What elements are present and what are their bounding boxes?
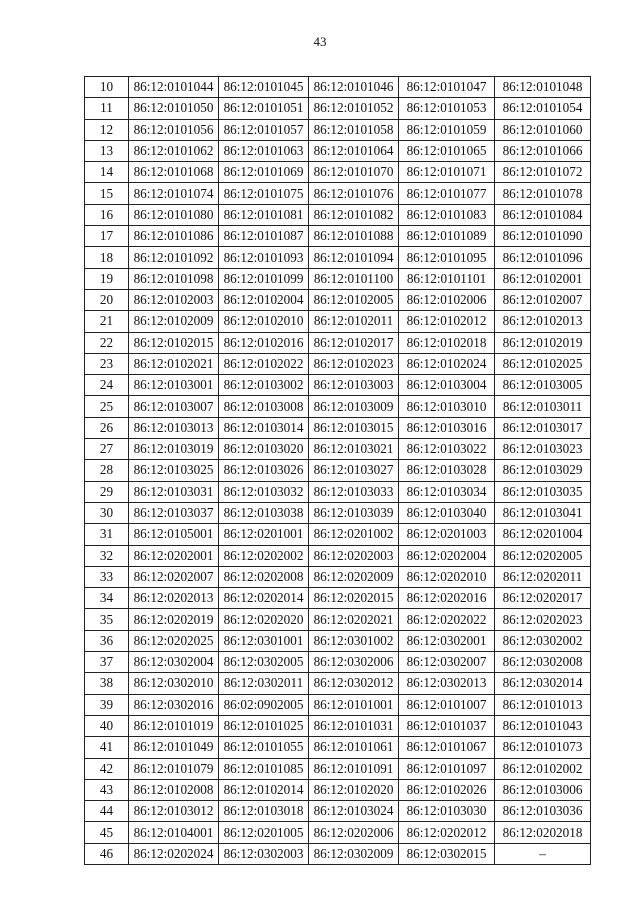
table-row	[85, 758, 591, 779]
table-row	[85, 609, 591, 630]
cadastral-number-cell: 86:12:0102007	[495, 289, 591, 310]
row-number-cell: 43	[85, 779, 129, 800]
cadastral-number-cell: 86:12:0202016	[399, 588, 495, 609]
table-row	[85, 460, 591, 481]
row-number-cell: 29	[85, 481, 129, 502]
table-row	[85, 439, 591, 460]
cadastral-number-cell: 86:12:0101070	[309, 162, 399, 183]
cadastral-number-cell: 86:12:0103027	[309, 460, 399, 481]
cadastral-number-cell: 86:12:0102004	[219, 289, 309, 310]
cadastral-number-cell: 86:12:0101077	[399, 183, 495, 204]
table-row	[85, 98, 591, 119]
table-row	[85, 140, 591, 161]
row-number-cell: 21	[85, 311, 129, 332]
cadastral-number-cell: 86:12:0102023	[309, 353, 399, 374]
cadastral-number-cell: 86:12:0202017	[495, 588, 591, 609]
cadastral-number-cell: 86:12:0101057	[219, 119, 309, 140]
cadastral-number-cell: 86:12:0103032	[219, 481, 309, 502]
cadastral-number-cell: 86:12:0101092	[129, 247, 219, 268]
row-number-cell: 13	[85, 140, 129, 161]
table-row	[85, 715, 591, 736]
cadastral-number-cell: 86:12:0103036	[495, 801, 591, 822]
row-number-cell: 27	[85, 439, 129, 460]
cadastral-number-cell: 86:12:0102020	[309, 779, 399, 800]
table-row	[85, 545, 591, 566]
cadastral-number-cell: 86:12:0202011	[495, 566, 591, 587]
cadastral-number-cell: 86:12:0103040	[399, 502, 495, 523]
table-row	[85, 289, 591, 310]
cadastral-number-cell: 86:12:0102010	[219, 311, 309, 332]
table-row	[85, 353, 591, 374]
cadastral-number-cell: 86:12:0101031	[309, 715, 399, 736]
cadastral-number-cell: 86:12:0101071	[399, 162, 495, 183]
cadastral-number-cell: 86:12:0202022	[399, 609, 495, 630]
cadastral-number-cell: 86:12:0101083	[399, 204, 495, 225]
cadastral-number-cell: 86:12:0103024	[309, 801, 399, 822]
table-row	[85, 162, 591, 183]
cadastral-number-cell: 86:12:0202010	[399, 566, 495, 587]
cadastral-number-cell: 86:12:0302002	[495, 630, 591, 651]
cadastral-number-cell: 86:12:0101043	[495, 715, 591, 736]
cadastral-number-cell: 86:12:0103034	[399, 481, 495, 502]
row-number-cell: 32	[85, 545, 129, 566]
cadastral-number-cell: 86:12:0103009	[309, 396, 399, 417]
row-number-cell: 12	[85, 119, 129, 140]
row-number-cell: 26	[85, 417, 129, 438]
row-number-cell: 35	[85, 609, 129, 630]
table-row	[85, 417, 591, 438]
cadastral-number-cell: 86:12:0101093	[219, 247, 309, 268]
cadastral-number-cell: 86:12:0103041	[495, 502, 591, 523]
cadastral-number-cell: 86:12:0103014	[219, 417, 309, 438]
cadastral-number-cell: 86:12:0302003	[219, 843, 309, 864]
cadastral-number-cell: 86:12:0202021	[309, 609, 399, 630]
table-row	[85, 588, 591, 609]
cadastral-number-cell: 86:12:0103015	[309, 417, 399, 438]
row-number-cell: 17	[85, 226, 129, 247]
cadastral-number-cell: 86:12:0202008	[219, 566, 309, 587]
cadastral-number-cell: 86:12:0201003	[399, 524, 495, 545]
cadastral-number-cell: 86:12:0101099	[219, 268, 309, 289]
cadastral-number-cell: 86:12:0302004	[129, 652, 219, 673]
cadastral-number-cell: 86:12:0101073	[495, 737, 591, 758]
cadastral-number-cell: 86:12:0103016	[399, 417, 495, 438]
table-row	[85, 481, 591, 502]
cadastral-number-cell: 86:12:0101075	[219, 183, 309, 204]
cadastral-number-cell: 86:12:0101072	[495, 162, 591, 183]
row-number-cell: 42	[85, 758, 129, 779]
table-row	[85, 652, 591, 673]
row-number-cell: 25	[85, 396, 129, 417]
cadastral-number-cell: 86:12:0101087	[219, 226, 309, 247]
cadastral-number-cell: 86:12:0101060	[495, 119, 591, 140]
cadastral-number-cell: 86:12:0101019	[129, 715, 219, 736]
cadastral-number-cell: 86:12:0102013	[495, 311, 591, 332]
cadastral-number-cell: 86:12:0101088	[309, 226, 399, 247]
cadastral-number-cell: 86:12:0301001	[219, 630, 309, 651]
cadastral-number-cell: 86:12:0101068	[129, 162, 219, 183]
cadastral-number-cell: 86:12:0103026	[219, 460, 309, 481]
cadastral-number-cell: 86:12:0103035	[495, 481, 591, 502]
cadastral-number-cell: 86:12:0102008	[129, 779, 219, 800]
cadastral-number-cell: 86:12:0103021	[309, 439, 399, 460]
cadastral-number-cell: 86:12:0101048	[495, 77, 591, 98]
cadastral-number-cell: 86:12:0202019	[129, 609, 219, 630]
cadastral-number-cell: 86:12:0302009	[309, 843, 399, 864]
cadastral-number-cell: 86:12:0102026	[399, 779, 495, 800]
cadastral-number-cell: 86:12:0202024	[129, 843, 219, 864]
cadastral-number-cell: 86:12:0103018	[219, 801, 309, 822]
cadastral-number-cell: 86:12:0103004	[399, 375, 495, 396]
row-number-cell: 38	[85, 673, 129, 694]
cadastral-number-cell: 86:12:0101037	[399, 715, 495, 736]
cadastral-number-cell: 86:12:0101049	[129, 737, 219, 758]
cadastral-number-cell: 86:12:0101097	[399, 758, 495, 779]
cadastral-number-cell: 86:12:0103022	[399, 439, 495, 460]
cadastral-number-cell: 86:12:0102009	[129, 311, 219, 332]
cadastral-number-cell: 86:12:0103017	[495, 417, 591, 438]
cadastral-number-cell: 86:12:0202007	[129, 566, 219, 587]
cadastral-number-cell: 86:12:0102025	[495, 353, 591, 374]
cadastral-number-cell: 86:12:0102014	[219, 779, 309, 800]
cadastral-number-cell: 86:12:0103030	[399, 801, 495, 822]
cadastral-number-cell: 86:12:0101086	[129, 226, 219, 247]
cadastral-number-cell: 86:12:0101065	[399, 140, 495, 161]
cadastral-number-cell: 86:12:0103020	[219, 439, 309, 460]
cadastral-number-cell: 86:12:0101081	[219, 204, 309, 225]
row-number-cell: 16	[85, 204, 129, 225]
cadastral-number-cell: 86:12:0102006	[399, 289, 495, 310]
table-row	[85, 332, 591, 353]
cadastral-number-cell: 86:12:0202002	[219, 545, 309, 566]
cadastral-number-cell: 86:12:0202004	[399, 545, 495, 566]
table-row	[85, 311, 591, 332]
cadastral-number-cell: 86:12:0301002	[309, 630, 399, 651]
cadastral-number-cell: 86:12:0103039	[309, 502, 399, 523]
cadastral-number-cell: 86:12:0101061	[309, 737, 399, 758]
row-number-cell: 37	[85, 652, 129, 673]
cadastral-number-cell: 86:12:0102022	[219, 353, 309, 374]
cadastral-number-cell: 86:12:0103002	[219, 375, 309, 396]
cadastral-number-cell: 86:12:0101089	[399, 226, 495, 247]
cadastral-number-cell: 86:12:0101101	[399, 268, 495, 289]
table-row	[85, 119, 591, 140]
cadastral-number-cell: 86:12:0102017	[309, 332, 399, 353]
table-row	[85, 822, 591, 843]
cadastral-number-cell: 86:12:0101062	[129, 140, 219, 161]
cadastral-number-cell: 86:12:0202006	[309, 822, 399, 843]
cadastral-number-cell: 86:12:0201005	[219, 822, 309, 843]
cadastral-number-cell: 86:12:0102003	[129, 289, 219, 310]
table-row	[85, 779, 591, 800]
cadastral-number-cell: 86:12:0202005	[495, 545, 591, 566]
cadastral-number-cell: 86:12:0102024	[399, 353, 495, 374]
cadastral-number-cell: 86:12:0103007	[129, 396, 219, 417]
cadastral-number-cell: 86:12:0103023	[495, 439, 591, 460]
table-row	[85, 204, 591, 225]
row-number-cell: 24	[85, 375, 129, 396]
cadastral-number-cell: 86:12:0102002	[495, 758, 591, 779]
cadastral-number-cell: 86:12:0103006	[495, 779, 591, 800]
cadastral-number-cell: 86:12:0101058	[309, 119, 399, 140]
cadastral-table-wrapper	[84, 76, 590, 865]
cadastral-number-cell: 86:12:0104001	[129, 822, 219, 843]
row-number-cell: 39	[85, 694, 129, 715]
row-number-cell: 18	[85, 247, 129, 268]
table-body	[85, 77, 591, 865]
cadastral-number-cell: 86:12:0101074	[129, 183, 219, 204]
row-number-cell: 22	[85, 332, 129, 353]
cadastral-number-cell: 86:12:0101069	[219, 162, 309, 183]
cadastral-number-cell: 86:12:0103019	[129, 439, 219, 460]
cadastral-number-cell: 86:12:0103011	[495, 396, 591, 417]
table-row	[85, 247, 591, 268]
cadastral-number-cell: 86:12:0103025	[129, 460, 219, 481]
row-number-cell: 45	[85, 822, 129, 843]
cadastral-number-cell: 86:12:0202020	[219, 609, 309, 630]
table-row	[85, 630, 591, 651]
cadastral-number-cell: 86:12:0101082	[309, 204, 399, 225]
cadastral-table	[84, 76, 591, 865]
cadastral-number-cell: 86:12:0101085	[219, 758, 309, 779]
row-number-cell: 15	[85, 183, 129, 204]
table-row	[85, 502, 591, 523]
cadastral-number-cell: 86:12:0202014	[219, 588, 309, 609]
cadastral-number-cell: 86:12:0103003	[309, 375, 399, 396]
cadastral-number-cell: 86:12:0101096	[495, 247, 591, 268]
cadastral-number-cell: 86:12:0101007	[399, 694, 495, 715]
table-row	[85, 694, 591, 715]
cadastral-number-cell: 86:12:0201001	[219, 524, 309, 545]
cadastral-number-cell: 86:12:0101064	[309, 140, 399, 161]
cadastral-number-cell: 86:12:0103033	[309, 481, 399, 502]
table-row	[85, 801, 591, 822]
row-number-cell: 14	[85, 162, 129, 183]
cadastral-number-cell: 86:12:0101098	[129, 268, 219, 289]
row-number-cell: 23	[85, 353, 129, 374]
cadastral-number-cell: 86:12:0103029	[495, 460, 591, 481]
row-number-cell: 20	[85, 289, 129, 310]
cadastral-number-cell: 86:12:0202013	[129, 588, 219, 609]
cadastral-number-cell: 86:12:0302013	[399, 673, 495, 694]
cadastral-number-cell: 86:12:0103013	[129, 417, 219, 438]
cadastral-number-cell: 86:12:0101001	[309, 694, 399, 715]
cadastral-number-cell: 86:12:0101046	[309, 77, 399, 98]
cadastral-number-cell: 86:12:0101090	[495, 226, 591, 247]
cadastral-number-cell: 86:12:0101013	[495, 694, 591, 715]
cadastral-number-cell: 86:12:0102005	[309, 289, 399, 310]
cadastral-number-cell: 86:12:0103012	[129, 801, 219, 822]
cadastral-number-cell: 86:12:0202025	[129, 630, 219, 651]
cadastral-number-cell: 86:12:0102015	[129, 332, 219, 353]
cadastral-number-cell: 86:12:0101063	[219, 140, 309, 161]
table-row	[85, 524, 591, 545]
table-row	[85, 396, 591, 417]
table-row	[85, 673, 591, 694]
cadastral-number-cell: 86:12:0101095	[399, 247, 495, 268]
cadastral-number-cell: 86:12:0101050	[129, 98, 219, 119]
cadastral-number-cell: 86:12:0302015	[399, 843, 495, 864]
cadastral-number-cell: 86:12:0202012	[399, 822, 495, 843]
cadastral-number-cell: 86:12:0302012	[309, 673, 399, 694]
cadastral-number-cell: 86:12:0101055	[219, 737, 309, 758]
row-number-cell: 44	[85, 801, 129, 822]
cadastral-number-cell: 86:12:0101059	[399, 119, 495, 140]
cadastral-number-cell: 86:12:0202001	[129, 545, 219, 566]
cadastral-number-cell: 86:12:0202003	[309, 545, 399, 566]
cadastral-number-cell: 86:12:0101091	[309, 758, 399, 779]
cadastral-number-cell: 86:12:0101053	[399, 98, 495, 119]
cadastral-number-cell: 86:12:0302011	[219, 673, 309, 694]
cadastral-number-cell: 86:12:0202009	[309, 566, 399, 587]
row-number-cell: 10	[85, 77, 129, 98]
cadastral-number-cell: 86:12:0202023	[495, 609, 591, 630]
cadastral-number-cell: 86:12:0101044	[129, 77, 219, 98]
row-number-cell: 33	[85, 566, 129, 587]
cadastral-number-cell: 86:12:0101066	[495, 140, 591, 161]
table-row	[85, 843, 591, 864]
cadastral-number-cell: 86:12:0103010	[399, 396, 495, 417]
cadastral-number-cell: 86:12:0302008	[495, 652, 591, 673]
row-number-cell: 46	[85, 843, 129, 864]
cadastral-number-cell: 86:12:0101078	[495, 183, 591, 204]
cadastral-number-cell: 86:12:0102021	[129, 353, 219, 374]
cadastral-number-cell: 86:12:0101054	[495, 98, 591, 119]
cadastral-number-cell: 86:12:0202015	[309, 588, 399, 609]
cadastral-number-cell: 86:12:0102001	[495, 268, 591, 289]
cadastral-number-cell: 86:12:0302014	[495, 673, 591, 694]
cadastral-number-cell: 86:12:0102016	[219, 332, 309, 353]
cadastral-number-cell: 86:12:0103001	[129, 375, 219, 396]
cadastral-number-cell: 86:12:0101100	[309, 268, 399, 289]
row-number-cell: 19	[85, 268, 129, 289]
table-row	[85, 566, 591, 587]
cadastral-number-cell: 86:12:0302010	[129, 673, 219, 694]
cadastral-number-cell: 86:12:0101051	[219, 98, 309, 119]
cadastral-number-cell: 86:12:0102019	[495, 332, 591, 353]
table-row	[85, 183, 591, 204]
cadastral-number-cell: 86:12:0202018	[495, 822, 591, 843]
table-row	[85, 375, 591, 396]
cadastral-number-cell: 86:02:0902005	[219, 694, 309, 715]
cadastral-number-cell: 86:12:0101047	[399, 77, 495, 98]
cadastral-number-cell: 86:12:0101052	[309, 98, 399, 119]
cadastral-number-cell: 86:12:0103008	[219, 396, 309, 417]
cadastral-number-cell: 86:12:0101045	[219, 77, 309, 98]
cadastral-number-cell: 86:12:0302005	[219, 652, 309, 673]
cadastral-number-cell: 86:12:0201004	[495, 524, 591, 545]
table-row	[85, 737, 591, 758]
cadastral-number-cell: 86:12:0101076	[309, 183, 399, 204]
row-number-cell: 28	[85, 460, 129, 481]
cadastral-number-cell: 86:12:0101084	[495, 204, 591, 225]
row-number-cell: 11	[85, 98, 129, 119]
cadastral-number-cell: 86:12:0103031	[129, 481, 219, 502]
cadastral-number-cell: 86:12:0102011	[309, 311, 399, 332]
cadastral-number-cell: 86:12:0103038	[219, 502, 309, 523]
table-row	[85, 77, 591, 98]
row-number-cell: 41	[85, 737, 129, 758]
cadastral-number-cell: 86:12:0102012	[399, 311, 495, 332]
row-number-cell: 40	[85, 715, 129, 736]
row-number-cell: 31	[85, 524, 129, 545]
cadastral-number-cell: 86:12:0103028	[399, 460, 495, 481]
cadastral-number-cell: 86:12:0101067	[399, 737, 495, 758]
cadastral-number-cell: 86:12:0102018	[399, 332, 495, 353]
cadastral-number-cell: 86:12:0302016	[129, 694, 219, 715]
cadastral-number-cell: 86:12:0101080	[129, 204, 219, 225]
cadastral-number-cell: 86:12:0101025	[219, 715, 309, 736]
cadastral-number-cell: 86:12:0302007	[399, 652, 495, 673]
table-row	[85, 268, 591, 289]
cadastral-number-cell: 86:12:0302001	[399, 630, 495, 651]
cadastral-number-cell: 86:12:0103037	[129, 502, 219, 523]
cadastral-number-cell: 86:12:0105001	[129, 524, 219, 545]
page-number: 43	[313, 34, 327, 49]
cadastral-number-cell: 86:12:0302006	[309, 652, 399, 673]
cadastral-number-cell: 86:12:0201002	[309, 524, 399, 545]
row-number-cell: 36	[85, 630, 129, 651]
cadastral-number-cell: 86:12:0101056	[129, 119, 219, 140]
cadastral-number-cell: 86:12:0101079	[129, 758, 219, 779]
table-row	[85, 226, 591, 247]
row-number-cell: 34	[85, 588, 129, 609]
row-number-cell: 30	[85, 502, 129, 523]
cadastral-number-cell: 86:12:0101094	[309, 247, 399, 268]
cadastral-number-cell: 86:12:0103005	[495, 375, 591, 396]
cadastral-number-cell: –	[495, 843, 591, 864]
